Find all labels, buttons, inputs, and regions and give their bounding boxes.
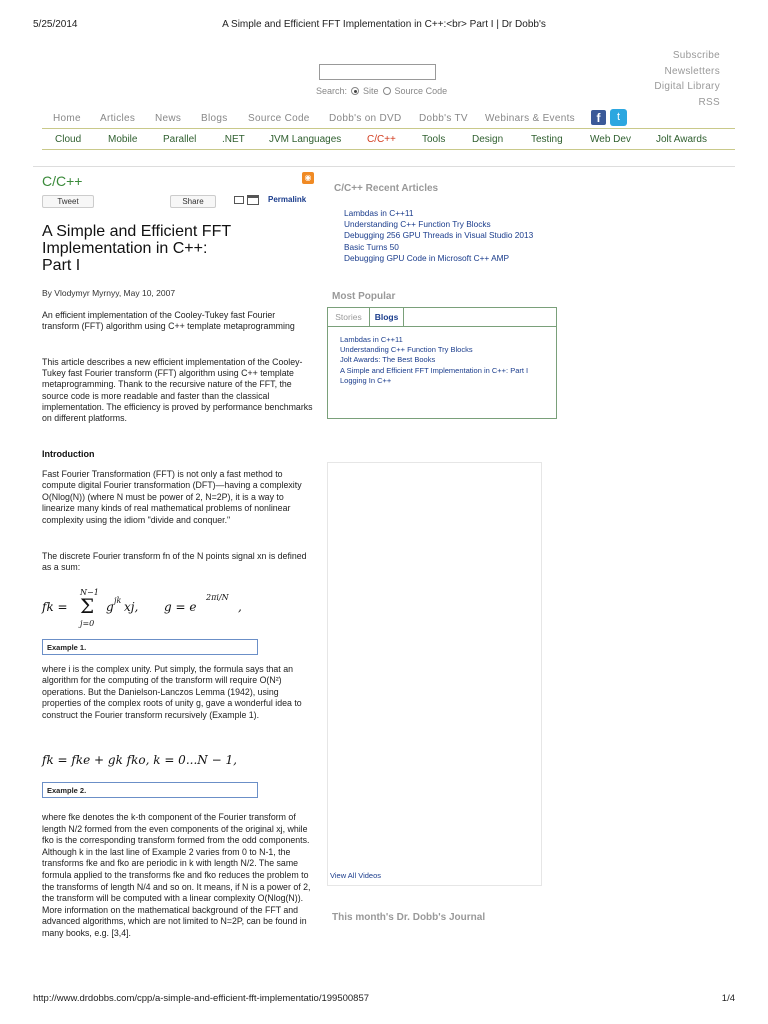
- example-1-box: [42, 639, 258, 655]
- most-popular-tabs: [328, 308, 556, 327]
- newsletters-link[interactable]: Newsletters: [664, 65, 720, 77]
- print-page-number: 1/4: [721, 993, 735, 1004]
- dft-formula: [42, 588, 314, 630]
- nav-dobbs-dvd[interactable]: Dobb's on DVD: [329, 113, 402, 124]
- article-paragraph-5: where fke denotes the k-th component of the Fourier transform of length N/2 formed from the even components of the original xj, while fko is the corresponding transform formed from the odd components. Although k in the last line of Example 2 varies from 0 to N-1, the transforms fke and fko are periodic in k with length N/2. The same formula applied to the transforms fke and fko reduces the problem to the transforms of length N/4 and so on. It means, if N is a power of 2, the transform will be computed with a linear complexity O(Nlog(N)). More information on the mathematical background of the FFT and advanced algorithms, which are not limited to N=2P, can be found in many books, e.g. [3,4].: [42, 812, 311, 938]
- formula-sum-top: N−1: [80, 588, 99, 597]
- article-summary: An efficient implementation of the Cooley-Tukey fast Fourier transform (FFT) algorithm using C++ template metaprogramming: [42, 310, 295, 332]
- topic-jvm-languages[interactable]: JVM Languages: [269, 134, 342, 145]
- recent-article-link[interactable]: Lambdas in C++11: [344, 208, 414, 218]
- article-title-text: A Simple and Efficient FFT Implementation in C++: Part I: [42, 223, 232, 274]
- subscribe-link[interactable]: Subscribe: [672, 50, 720, 61]
- topic-mobile[interactable]: Mobile: [108, 134, 138, 145]
- facebook-icon[interactable]: f: [591, 110, 606, 125]
- formula-def: g = e: [164, 600, 197, 614]
- tweet-button[interactable]: Tweet: [42, 195, 94, 208]
- article-byline: By Vlodymyr Myrnyy, May 10, 2007: [42, 288, 176, 298]
- search-options: [316, 86, 447, 96]
- tab-stories[interactable]: Stories: [328, 308, 370, 327]
- popular-article-link[interactable]: Understanding C++ Function Try Blocks: [340, 345, 473, 355]
- search-source-radio[interactable]: [383, 87, 391, 95]
- recent-article-link[interactable]: Debugging 256 GPU Threads in Visual Studio 2013: [344, 230, 534, 241]
- formula-sum-sign: Σ: [80, 594, 95, 618]
- example-2-label: Example 2.: [47, 786, 87, 795]
- recent-article-link[interactable]: Debugging GPU Code in Microsoft C++ AMP: [344, 252, 510, 263]
- main-nav: [42, 111, 735, 129]
- search-source-label: Source Code: [394, 86, 448, 96]
- popular-article-link[interactable]: Lambdas in C++11: [340, 335, 403, 344]
- article-paragraph-2: Fast Fourier Transformation (FFT) is not only a fast method to compute digital Fourier transformation (DFT)—having a complexity O(Nlog(N)) (where N must be power of 2, N=2P), it is a way to linearize many kinds of real mathematical problems of nonlinear complexity using the idiom "divide and conquer.": [42, 469, 302, 525]
- example-1-label: Example 1.: [47, 643, 87, 652]
- most-popular-heading: Most Popular: [332, 291, 396, 302]
- nav-articles[interactable]: Articles: [100, 113, 136, 124]
- search-site-label: Site: [363, 86, 379, 96]
- permalink-link[interactable]: Permalink: [268, 195, 307, 204]
- utility-links: [654, 48, 720, 110]
- topic-testing[interactable]: Testing: [531, 134, 563, 145]
- introduction-heading: Introduction: [42, 449, 95, 459]
- formula-body-sup: jk: [114, 596, 122, 605]
- article-title: [42, 223, 312, 274]
- view-all-videos-link[interactable]: View All Videos: [330, 871, 382, 880]
- recent-articles-list: [344, 208, 533, 264]
- nav-source-code[interactable]: Source Code: [248, 113, 310, 124]
- danielson-lanczos-formula: fk = fke + gk fko, k = 0...N − 1,: [42, 753, 237, 767]
- recent-articles-heading: C/C++ Recent Articles: [334, 183, 439, 194]
- popular-article-link[interactable]: Jolt Awards: The Best Books: [340, 355, 436, 365]
- twitter-icon[interactable]: t: [610, 109, 627, 126]
- topic-design[interactable]: Design: [472, 134, 504, 145]
- article-paragraph-1: This article describes a new efficient implementation of the Cooley-Tukey fast Fourier transform (FFT) algorithm using C++ template metaprogramming. Thank to the recursive nature of the FFT, the source code is more readable and faster than the classical implementation. The efficiency is proved by performance benchmarks on different platforms.: [42, 357, 313, 424]
- digital-library-link[interactable]: Digital Library: [654, 81, 720, 92]
- formula-lhs: fk =: [42, 600, 68, 614]
- search-site-radio[interactable]: [351, 87, 359, 95]
- share-bar: [42, 195, 314, 209]
- share-button[interactable]: Share: [170, 195, 216, 208]
- recent-article-link[interactable]: Basic Turns 50: [344, 241, 399, 252]
- popular-article-link[interactable]: Logging In C++: [340, 375, 392, 385]
- journal-heading: This month's Dr. Dobb's Journal: [332, 912, 486, 923]
- topic-dotnet[interactable]: .NET: [222, 134, 245, 145]
- search-input[interactable]: [319, 64, 436, 80]
- nav-webinars-events[interactable]: Webinars & Events: [485, 113, 575, 124]
- most-popular-panel: [327, 307, 557, 419]
- formula-body: g: [106, 600, 114, 614]
- topic-cpp[interactable]: C/C++: [367, 134, 396, 145]
- formula-body-rest: xj,: [124, 600, 139, 614]
- topic-web-dev[interactable]: Web Dev: [590, 134, 631, 145]
- formula-def-end: ,: [238, 600, 242, 614]
- rss-icon[interactable]: ◉: [302, 172, 314, 184]
- article-paragraph-3: The discrete Fourier transform fn of the N points signal xn is defined as a sum:: [42, 551, 307, 573]
- topic-jolt-awards[interactable]: Jolt Awards: [656, 134, 707, 145]
- email-icon[interactable]: [234, 196, 244, 204]
- print-icon[interactable]: [247, 195, 259, 205]
- topic-tools[interactable]: Tools: [422, 134, 446, 145]
- article-paragraph-4: where i is the complex unity. Put simply, the formula says that an algorithm for the computing of the transform will require O(N²) operations. But the Danielson-Lanczos Lemma (1942), using properties of the complex roots of unity g, gave a wonderful idea to construct the Fourier transform recursively (Example 1).: [42, 664, 302, 720]
- search-label: Search:: [316, 86, 348, 96]
- print-url: http://www.drdobbs.com/cpp/a-simple-and-efficient-fft-implementatio/199500857: [33, 993, 370, 1004]
- nav-news[interactable]: News: [155, 113, 182, 124]
- most-popular-list: [340, 335, 545, 386]
- print-date: 5/25/2014: [33, 19, 78, 30]
- section-title: C/C++: [42, 173, 83, 189]
- popular-article-link[interactable]: A Simple and Efficient FFT Implementation in C++: Part I: [340, 365, 529, 375]
- tab-blogs[interactable]: Blogs: [370, 308, 404, 327]
- topic-cloud[interactable]: Cloud: [55, 134, 82, 145]
- nav-home[interactable]: Home: [53, 113, 81, 124]
- nav-blogs[interactable]: Blogs: [201, 113, 228, 124]
- section-divider: [33, 166, 735, 167]
- formula-def-sup: 2πi/N: [206, 593, 229, 602]
- topic-parallel[interactable]: Parallel: [163, 134, 197, 145]
- recent-article-link[interactable]: Understanding C++ Function Try Blocks: [344, 219, 491, 230]
- video-panel: [327, 462, 542, 886]
- formula-sum-bottom: j=0: [80, 619, 95, 628]
- nav-dobbs-tv[interactable]: Dobb's TV: [419, 113, 468, 124]
- rss-link[interactable]: RSS: [698, 96, 720, 108]
- print-page-title: A Simple and Efficient FFT Implementation in C++:<br> Part I | Dr Dobb's: [222, 19, 546, 30]
- topic-nav: [42, 128, 735, 150]
- example-2-box: [42, 782, 258, 798]
